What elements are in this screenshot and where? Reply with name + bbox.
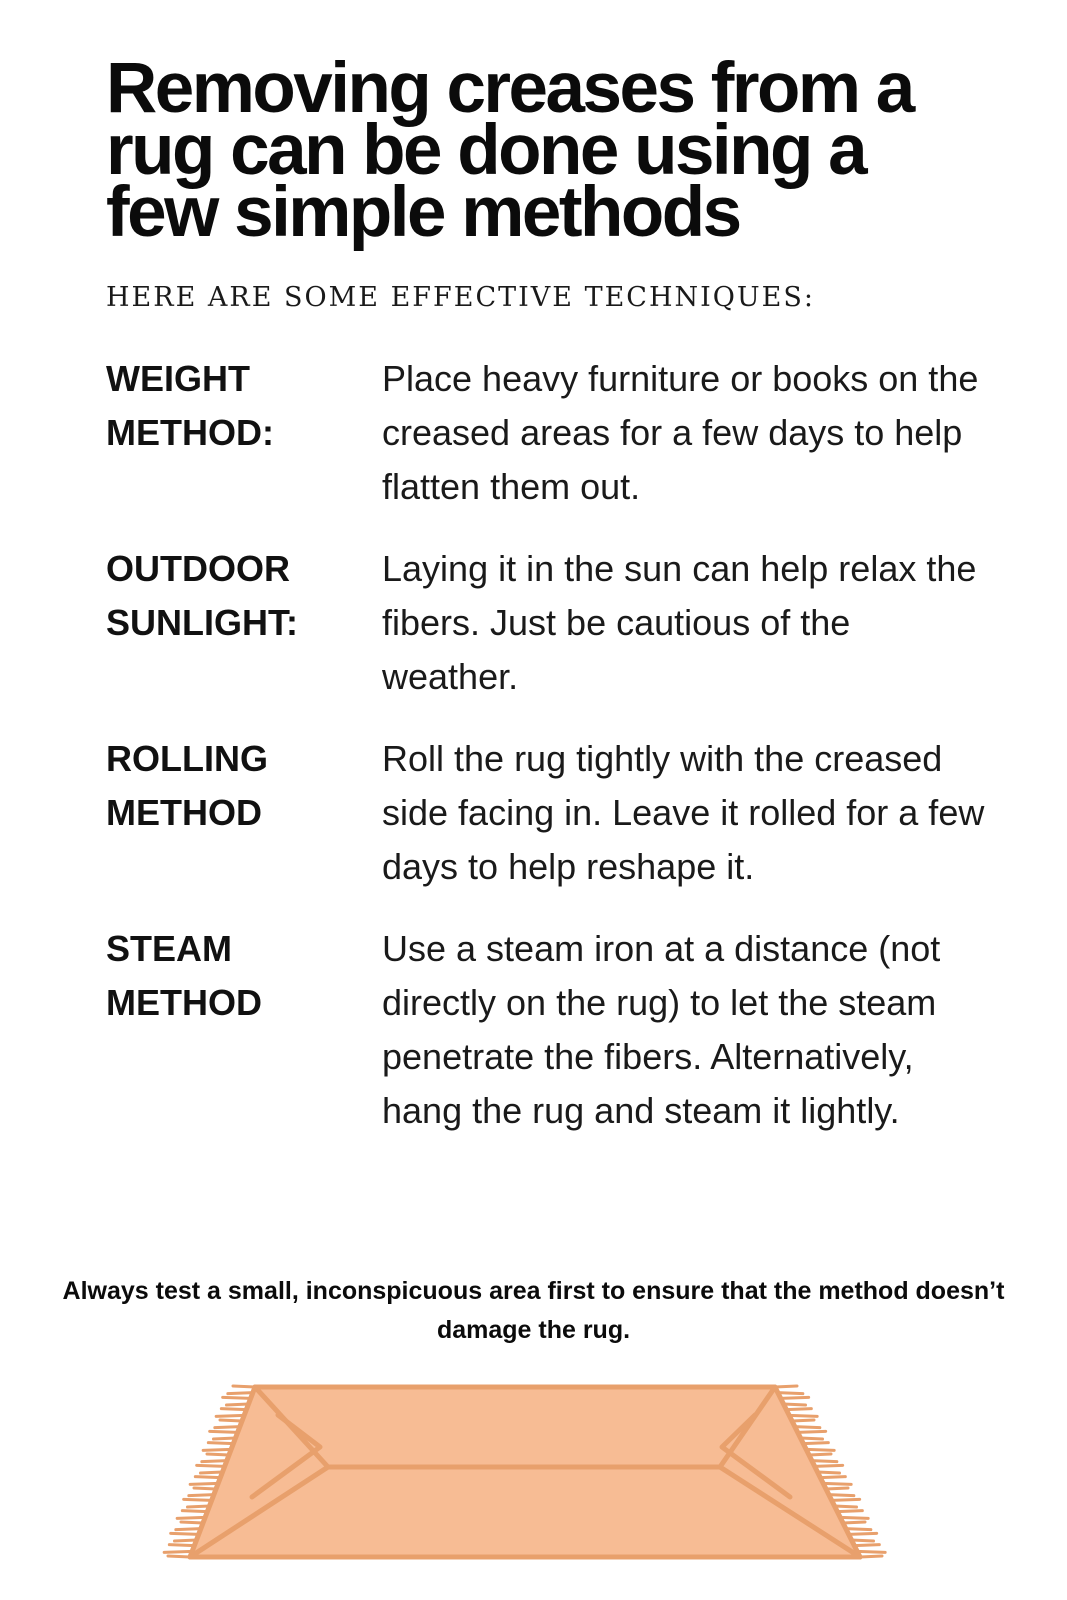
rug-fringe (849, 1533, 877, 1534)
rug-fringe (189, 1495, 214, 1496)
rug-fringe (829, 1495, 854, 1496)
rug-fringe (215, 1427, 240, 1428)
rug-fringe (857, 1551, 885, 1552)
page-title: Removing creases from a rug can be done using a few simple methods (106, 49, 913, 252)
method-label: ROLLING METHOD (106, 738, 268, 833)
method-label: OUTDOOR SUNLIGHT: (106, 548, 298, 643)
method-description: Roll the rug tightly with the creased side facing in. Leave it rolled for a few days to help reshape it. (382, 738, 985, 887)
rug-fringe (835, 1506, 857, 1507)
rug-fringe (784, 1404, 806, 1405)
method-outdoor-sunlight (106, 542, 986, 704)
rug-fringe (789, 1415, 817, 1416)
rug-fringe (201, 1472, 223, 1473)
method-description: Use a steam iron at a distance (not directly on the rug) to let the steam penetrate the fibers. Alternatively, hang the rug and steam it lightly. (382, 928, 941, 1131)
rug-fringe (852, 1540, 874, 1541)
rug-fringe (233, 1386, 255, 1387)
rug-fringe (171, 1533, 199, 1534)
rug-fringe (181, 1522, 203, 1523)
methods-list (106, 352, 986, 1166)
method-label: STEAM METHOD (106, 928, 262, 1023)
method-label: WEIGHT METHOD: (106, 358, 274, 453)
rug-fringe (176, 1529, 201, 1530)
rug-fringe (169, 1545, 194, 1546)
rug-fringe (801, 1438, 823, 1439)
rug-fringe (860, 1556, 882, 1557)
rug-fringe (208, 1443, 233, 1444)
rug-fringe (840, 1517, 868, 1518)
rug-fringe (223, 1397, 251, 1398)
rug-fringe (826, 1488, 848, 1489)
rug-fringe (177, 1517, 205, 1518)
rug-fringe (184, 1499, 212, 1500)
rug-fringe (818, 1472, 840, 1473)
rug-fringe (214, 1438, 236, 1439)
rug-fringe (175, 1540, 197, 1541)
rug-fringe (221, 1409, 246, 1410)
rug-fringe (164, 1551, 192, 1552)
rug-fringe (854, 1545, 879, 1546)
rug-fringe (781, 1397, 809, 1398)
rug-fringe (190, 1483, 218, 1484)
method-description: Place heavy furniture or books on the creased areas for a few days to help flatten them out. (382, 358, 979, 507)
rug-fringe (812, 1461, 837, 1462)
rug-fringe (188, 1506, 210, 1507)
rug-fringe (220, 1420, 242, 1421)
rug-fringe (775, 1386, 797, 1387)
rug-fringe (203, 1449, 231, 1450)
rug-fringe (195, 1477, 220, 1478)
rug-fringe (194, 1488, 216, 1489)
rug-fringe (227, 1404, 249, 1405)
rug-fringe (786, 1409, 811, 1410)
rug-fringe (846, 1529, 871, 1530)
rug-fringe (806, 1449, 834, 1450)
rug-fringe (182, 1511, 207, 1512)
rug-fringe (803, 1443, 828, 1444)
rug-fringe (837, 1511, 862, 1512)
rug-fringe (798, 1431, 826, 1432)
method-rolling (106, 732, 986, 894)
rug-illustration-icon (160, 1375, 890, 1575)
rug-fringe (792, 1420, 814, 1421)
rug-fringe (216, 1415, 244, 1416)
method-description: Laying it in the sun can help relax the fibers. Just be cautious of the weather. (382, 548, 977, 697)
rug-fringe (228, 1393, 253, 1394)
rug-fringe (168, 1556, 190, 1557)
safety-note: Always test a small, inconspicuous area first to ensure that the method doesn’t damage the rug. (62, 1277, 1005, 1344)
method-steam (106, 922, 986, 1138)
rug-fringe (202, 1461, 227, 1462)
method-weight (106, 352, 986, 514)
rug-fringe (820, 1477, 845, 1478)
rug-fringe (815, 1465, 843, 1466)
rug-fringe (197, 1465, 225, 1466)
rug-fringe (809, 1454, 831, 1455)
subtitle: HERE ARE SOME EFFECTIVE TECHNIQUES: (106, 282, 815, 313)
rug-fringe (823, 1483, 851, 1484)
rug-fringe (778, 1393, 803, 1394)
rug-fringe (795, 1427, 820, 1428)
rug-fringe (207, 1454, 229, 1455)
rug-fringe (843, 1522, 865, 1523)
rug-fringe (832, 1499, 860, 1500)
rug-fringe (210, 1431, 238, 1432)
